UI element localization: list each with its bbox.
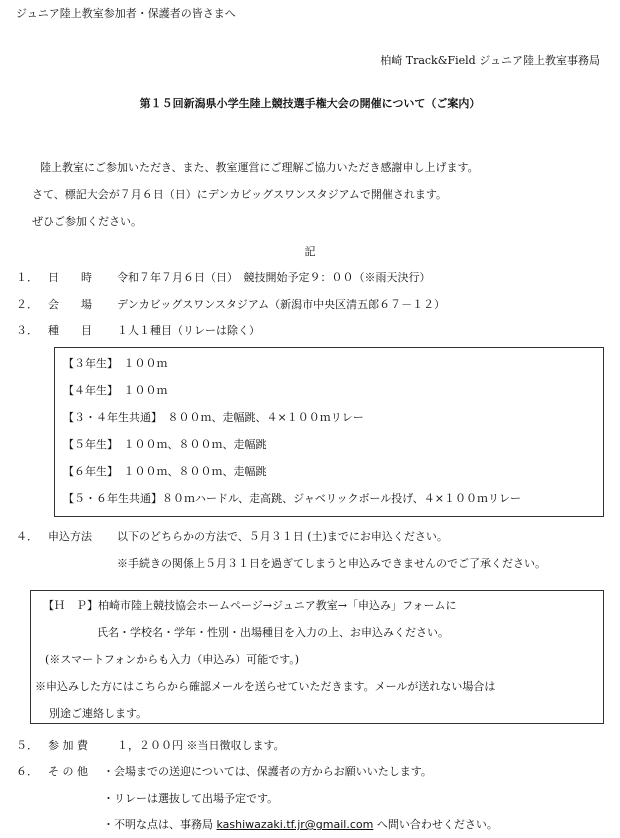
item-events-number: ３． xyxy=(16,324,38,337)
item-fee-label: 参 加 費 xyxy=(48,739,88,752)
intro-line-3: ぜひご参加ください。 xyxy=(32,215,142,228)
intro-line-2: さて、標記大会が７月６日（日）にデンカビッグスワンスタジアムで開催されます。 xyxy=(32,188,448,201)
item-fee-value: １，２００円 ※当日徴収します。 xyxy=(117,739,285,752)
apply-hp-line: 【Ｈ Ｐ】柏崎市陸上競技協会ホームページ→ジュニア教室→「申込み」フォームに xyxy=(43,599,457,612)
apply-input-line: 氏名・学校名・学年・性別・出場種目を入力の上、お申込みください。 xyxy=(97,626,449,639)
apply-confirm-line: ※申込みした方にはこちらから確認メールを送らせていただきます。メールが送れない場合は xyxy=(35,680,496,693)
item-apply-number: ４． xyxy=(16,530,38,543)
event-grade4: 【４年生】 １００ｍ xyxy=(63,384,168,397)
apply-box xyxy=(30,590,604,724)
item-apply-value: 以下のどちらかの方法で、５月３１日 (土)までにお申込ください。 xyxy=(117,530,448,543)
other-contact-line xyxy=(103,819,498,830)
contact-email-link[interactable]: kashiwazaki.tf.jr@gmail.com xyxy=(216,818,374,831)
item-venue-number: ２． xyxy=(16,298,38,311)
item-other-label: そ の 他 xyxy=(48,765,88,778)
other-line-1: ・会場までの送迎については、保護者の方からお願いいたします。 xyxy=(103,765,432,778)
item-apply-note: ※手続きの関係上５月３１日を過ぎてしまうと申込みできませんのでご了承ください。 xyxy=(117,557,546,570)
apply-contact-line: 別途ご連絡します。 xyxy=(49,707,148,720)
event-grade6: 【６年生】 １００ｍ、８００ｍ、走幅跳 xyxy=(63,465,267,478)
apply-smartphone-line: (※スマートフォンからも入力（申込み）可能です。) xyxy=(45,653,300,666)
item-events-label: 種 目 xyxy=(48,324,92,337)
item-fee-number: ５． xyxy=(16,739,38,752)
ki-heading: 記 xyxy=(304,245,316,258)
event-grade34: 【３・４年生共通】 ８００ｍ、走幅跳、４×１００ｍリレー xyxy=(63,411,364,424)
item-date-label: 日 時 xyxy=(48,271,92,284)
item-events-value: １人１種目（リレーは除く） xyxy=(117,324,260,337)
item-date-value: 令和７年７月６日（日） 競技開始予定９：００（※雨天決行） xyxy=(117,271,431,284)
other-contact-suffix: へ問い合わせください。 xyxy=(376,818,498,831)
event-grade5: 【５年生】 １００ｍ、８００ｍ、走幅跳 xyxy=(63,438,267,451)
other-line-2: ・リレーは選抜して出場予定です。 xyxy=(103,792,279,805)
other-contact-prefix: ・不明な点は、事務局 xyxy=(103,818,213,831)
item-other-number: ６． xyxy=(16,765,38,778)
item-apply-label: 申込方法 xyxy=(48,530,92,543)
document-title: 第１５回新潟県小学生陸上競技選手権大会の開催について（ご案内） xyxy=(139,97,481,110)
intro-line-1: 陸上教室にご参加いただき、また、教室運営にご理解ご協力いただき感謝申し上げます。 xyxy=(40,161,479,174)
item-date-number: １． xyxy=(16,271,38,284)
addressee: ジュニア陸上教室参加者・保護者の皆さまへ xyxy=(16,7,236,20)
event-grade56: 【５・６年生共通】８０ｍハードル、走高跳、ジャベリックボール投げ、４×１００ｍリレー xyxy=(63,492,522,505)
sender: 柏崎 Track&Field ジュニア陸上教室事務局 xyxy=(380,54,600,67)
event-grade3: 【３年生】 １００ｍ xyxy=(63,357,168,370)
events-box xyxy=(54,347,604,517)
item-venue-value: デンカビッグスワンスタジアム（新潟市中央区清五郎６７－１２） xyxy=(117,298,446,311)
item-venue-label: 会 場 xyxy=(48,298,92,311)
